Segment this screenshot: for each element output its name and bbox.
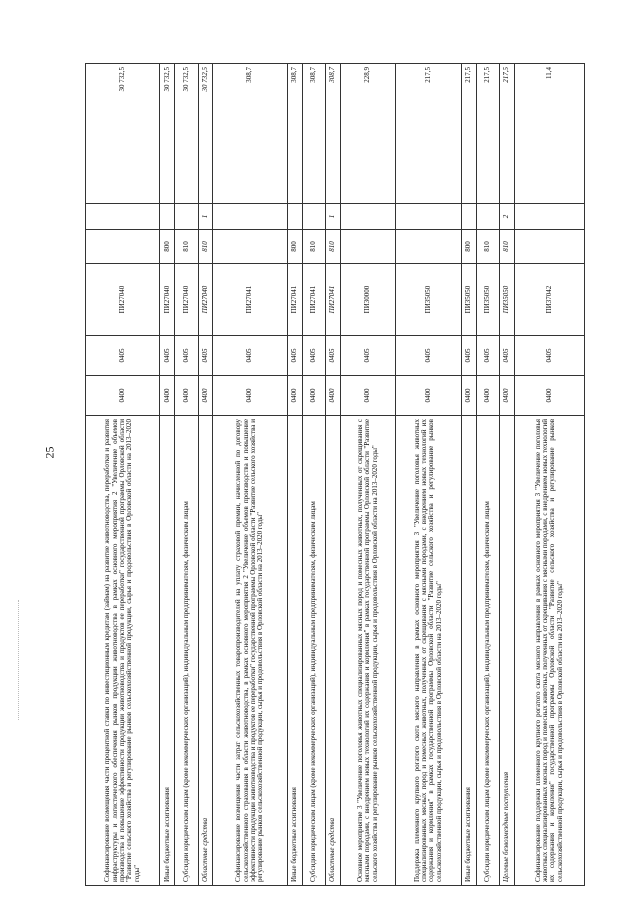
funding-source-code <box>86 204 160 230</box>
funding-source-code <box>476 204 499 230</box>
row-name: Основное мероприятие 3 "Увеличение поголовья животных специализированных мясных пород и помесных животных, полученных от скрещивания с мясными породами, с внедрением новых технологий их содержания и кормления" в рамках государственной программы Орловской области "Развитие сельского хозяйства и регулирование рынков сельскохозяйственной продукции, сырья и продовольствия в Орловской области на 2013–2020 годы" <box>340 416 395 886</box>
section-code: 0400 <box>514 376 584 416</box>
expense-type-code: 800 <box>461 230 476 264</box>
target-article-code: ПИ27041 <box>325 264 340 336</box>
target-article-code: ПИ35050 <box>476 264 499 336</box>
budget-table-sheet <box>85 64 585 886</box>
amount-value: 308,7 <box>302 64 325 204</box>
expense-type-code <box>340 230 395 264</box>
expense-type-code: 810 <box>476 230 499 264</box>
subsection-code: 0405 <box>213 336 287 376</box>
row-name: Иные бюджетные ассигнования <box>160 416 175 886</box>
subsection-code: 0405 <box>175 336 198 376</box>
section-code: 0400 <box>175 376 198 416</box>
section-code: 0400 <box>476 376 499 416</box>
table-row <box>287 64 302 886</box>
target-article-code: ПИ37042 <box>514 264 584 336</box>
target-article-code: ПИ27041 <box>287 264 302 336</box>
table-row <box>325 64 340 886</box>
expense-type-code: 800 <box>287 230 302 264</box>
subsection-code: 0405 <box>86 336 160 376</box>
target-article-code: ПИ30000 <box>340 264 395 336</box>
section-code: 0400 <box>198 376 213 416</box>
target-article-code: ПИ27040 <box>160 264 175 336</box>
expense-type-code: 810 <box>198 230 213 264</box>
row-name: Целевые безвозмездные поступления <box>499 416 514 886</box>
subsection-code: 0405 <box>325 336 340 376</box>
row-name: Субсидии юридическим лицам (кроме некоммерческих организаций), индивидуальным предпринимателям, физическим лицам <box>476 416 499 886</box>
section-code: 0400 <box>160 376 175 416</box>
funding-source-code <box>514 204 584 230</box>
row-name: Софинансирование возмещения части процентной ставки по инвестиционным кредитам (займам) на развитие животноводства, переработки и развития инфраструктуры и логистического обеспечения рынков продукции животноводства в рамках основного мероприятия 2 "Увеличение объемов производства и повышение эффективности продукции животноводства и продуктов ее переработки" государственной программы Орловской области "Развитие сельского хозяйства и регулирование рынков сельскохозяйственной продукции, сырья и продовольствия в Орловской области на 2013–2020 годы" <box>86 416 160 886</box>
amount-value: 217,5 <box>395 64 461 204</box>
amount-value: 228,9 <box>340 64 395 204</box>
expense-type-code <box>395 230 461 264</box>
expense-type-code: 810 <box>499 230 514 264</box>
table-row <box>213 64 287 886</box>
subsection-code: 0405 <box>461 336 476 376</box>
subsection-code: 0405 <box>499 336 514 376</box>
section-code: 0400 <box>287 376 302 416</box>
expense-type-code: 810 <box>325 230 340 264</box>
funding-source-code: 2 <box>499 204 514 230</box>
funding-source-code <box>213 204 287 230</box>
budget-table-body <box>86 64 585 886</box>
funding-source-code <box>175 204 198 230</box>
amount-value: 30 732,5 <box>160 64 175 204</box>
target-article-code: ПИ35050 <box>499 264 514 336</box>
table-row <box>302 64 325 886</box>
section-code: 0400 <box>86 376 160 416</box>
amount-value: 30 732,5 <box>175 64 198 204</box>
row-name: Субсидии юридическим лицам (кроме некоммерческих организаций), индивидуальным предпринимателям, физическим лицам <box>302 416 325 886</box>
target-article-code: ПИ27041 <box>302 264 325 336</box>
table-row <box>514 64 584 886</box>
funding-source-code <box>160 204 175 230</box>
funding-source-code: 1 <box>198 204 213 230</box>
target-article-code: ПИ27040 <box>86 264 160 336</box>
amount-value: 308,7 <box>213 64 287 204</box>
amount-value: 217,5 <box>476 64 499 204</box>
funding-source-code: 1 <box>325 204 340 230</box>
funding-source-code <box>302 204 325 230</box>
table-row <box>476 64 499 886</box>
table-row <box>395 64 461 886</box>
section-code: 0400 <box>340 376 395 416</box>
target-article-code: ПИ35050 <box>395 264 461 336</box>
table-row <box>340 64 395 886</box>
section-code: 0400 <box>395 376 461 416</box>
amount-value: 30 732,5 <box>86 64 160 204</box>
subsection-code: 0405 <box>340 336 395 376</box>
section-code: 0400 <box>325 376 340 416</box>
funding-source-code <box>287 204 302 230</box>
subsection-code: 0405 <box>160 336 175 376</box>
margin-mark <box>18 600 27 720</box>
row-name: Поддержка племенного крупного рогатого скота мясного направления в рамках основного мероприятия 3 "Увеличение поголовья животных специализированных мясных пород и помесных животных, полученных от скрещивания с мясными породами, с внедрением новых технологий их содержания и кормления" в рамках государственной программы Орловской области "Развитие сельского хозяйства и регулирование рынков сельскохозяйственной продукции, сырья и продовольствия в Орловской области на 2013–2020 годы" <box>395 416 461 886</box>
target-article-code: ПИ27040 <box>198 264 213 336</box>
amount-value: 308,7 <box>325 64 340 204</box>
section-code: 0400 <box>302 376 325 416</box>
subsection-code: 0405 <box>395 336 461 376</box>
expense-type-code: 810 <box>175 230 198 264</box>
row-name: Софинансирование возмещения части затрат сельскохозяйственных товаропроизводителей на уплату страховой премии, начисленной по договору сельскохозяйственного страхования в области животноводства, в рамках основного мероприятия 2 "Увеличение объемов производства и повышение эффективности продукции животноводства и продуктов ее переработки" государственной программы Орловской области "Развитие сельского хозяйства и регулирование рынков сельскохозяйственной продукции, сырья и продовольствия в Орловской области на 2013–2020 годы" <box>213 416 287 886</box>
section-code: 0400 <box>213 376 287 416</box>
page-number: 25 <box>42 446 57 459</box>
row-name: Иные бюджетные ассигнования <box>287 416 302 886</box>
funding-source-code <box>461 204 476 230</box>
subsection-code: 0405 <box>514 336 584 376</box>
target-article-code: ПИ27041 <box>213 264 287 336</box>
table-row <box>461 64 476 886</box>
funding-source-code <box>340 204 395 230</box>
amount-value: 217,5 <box>461 64 476 204</box>
amount-value: 308,7 <box>287 64 302 204</box>
target-article-code: ПИ35050 <box>461 264 476 336</box>
subsection-code: 0405 <box>302 336 325 376</box>
row-name: Областные средства <box>325 416 340 886</box>
row-name: Областные средства <box>198 416 213 886</box>
section-code: 0400 <box>461 376 476 416</box>
target-article-code: ПИ27040 <box>175 264 198 336</box>
expense-type-code <box>213 230 287 264</box>
amount-value: 217,5 <box>499 64 514 204</box>
section-code: 0400 <box>499 376 514 416</box>
row-name: Иные бюджетные ассигнования <box>461 416 476 886</box>
budget-table <box>85 63 585 886</box>
table-row <box>499 64 514 886</box>
funding-source-code <box>395 204 461 230</box>
expense-type-code <box>514 230 584 264</box>
table-row <box>86 64 160 886</box>
table-row <box>175 64 198 886</box>
table-row <box>160 64 175 886</box>
table-row <box>198 64 213 886</box>
row-name: Софинансирование поддержки племенного крупного рогатого скота мясного направления в рамках основного мероприятия 3 "Увеличение поголовья животных специализированных мясных пород и помесных животных, полученных от скрещивания с мясными породами, с внедрением новых технологий их содержания и кормления" государственной программы Орловской области "Развитие сельского хозяйства и регулирование рынков сельскохозяйственной продукции, сырья и продовольствия в Орловской области на 2013–2020 годы" <box>514 416 584 886</box>
expense-type-code: 800 <box>160 230 175 264</box>
subsection-code: 0405 <box>476 336 499 376</box>
expense-type-code <box>86 230 160 264</box>
amount-value: 30 732,5 <box>198 64 213 204</box>
row-name: Субсидии юридическим лицам (кроме некоммерческих организаций), индивидуальным предпринимателям, физическим лицам <box>175 416 198 886</box>
subsection-code: 0405 <box>198 336 213 376</box>
expense-type-code: 810 <box>302 230 325 264</box>
subsection-code: 0405 <box>287 336 302 376</box>
amount-value: 11,4 <box>514 64 584 204</box>
